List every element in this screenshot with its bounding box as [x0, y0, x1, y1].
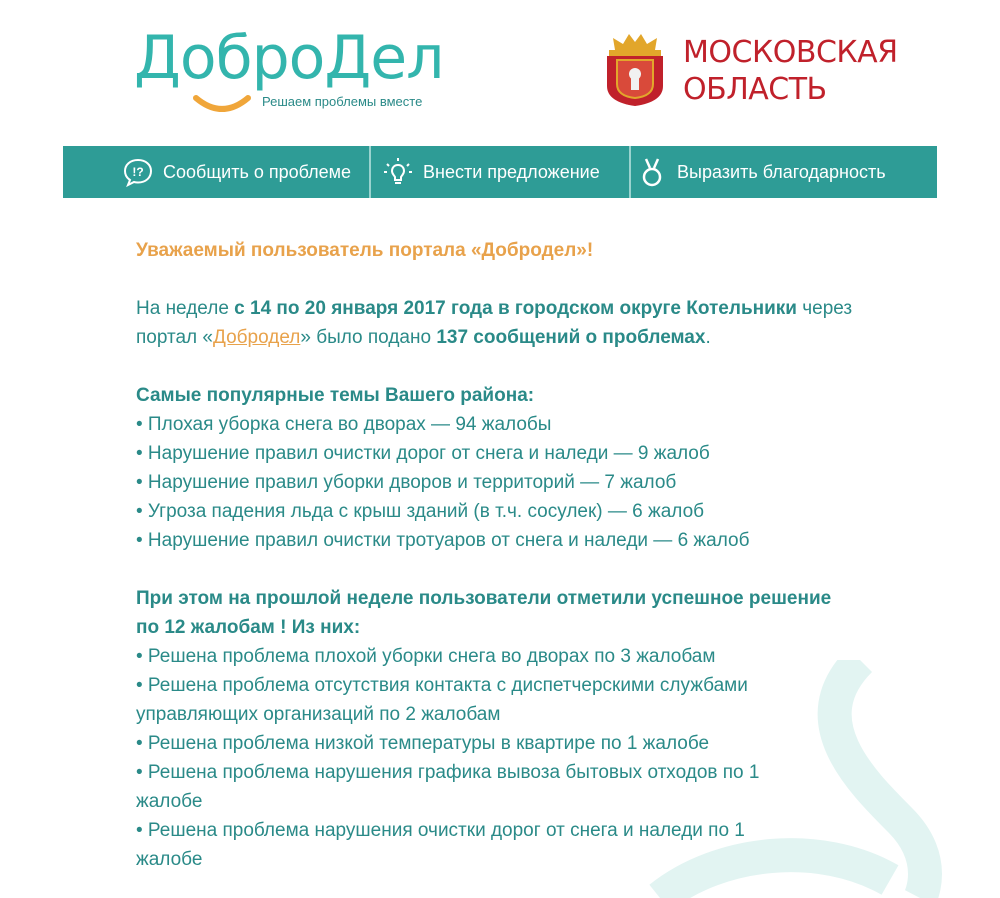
- list-item: • Решена проблема нарушения очистки дорог от снега и наледи по 1 жалобе: [136, 820, 745, 870]
- medal-icon: [635, 155, 669, 189]
- email-content: [136, 236, 856, 874]
- popular-topics-title: Самые популярные темы Вашего района:: [136, 385, 535, 406]
- region-line-2: ОБЛАСТЬ: [683, 72, 827, 107]
- intro-paragraph: [136, 294, 856, 352]
- lightbulb-icon: [381, 155, 415, 189]
- intro-period: с 14 по 20 января 2017 года в городском округе Котельники: [234, 298, 797, 319]
- report-problem-label: Сообщить о проблеме: [163, 161, 351, 182]
- report-problem-button[interactable]: [63, 146, 371, 198]
- list-item: • Решена проблема плохой уборки снега во дворах по 3 жалобам: [136, 646, 716, 667]
- list-item: • Угроза падения льда с крыш зданий (в т.ч. сосулек) — 6 жалоб: [136, 501, 705, 522]
- list-item: • Нарушение правил очистки тротуаров от снега и наледи — 6 жалоб: [136, 530, 750, 551]
- express-gratitude-button[interactable]: [631, 146, 937, 198]
- action-nav-bar: [63, 146, 937, 198]
- intro-text-2: через портал «: [136, 298, 853, 348]
- solved-title: При этом на прошлой неделе пользователи отметили успешное решение по 12 жалобам ! Из них:: [136, 588, 832, 638]
- make-suggestion-button[interactable]: [371, 146, 631, 198]
- dobrodel-logo-text: ДоброДел: [134, 23, 444, 93]
- list-item: • Решена проблема отсутствия контакта с диспетчерскими службами управляющих организаций по 2 жалобам: [136, 675, 748, 725]
- intro-text-1: На неделе: [136, 298, 235, 319]
- region-line-1: МОСКОВСКАЯ: [683, 35, 898, 70]
- dobrodel-logo[interactable]: [134, 22, 444, 112]
- smile-icon: [192, 94, 252, 112]
- express-gratitude-label: Выразить благодарность: [677, 161, 886, 182]
- intro-text-4: .: [705, 327, 711, 348]
- list-item: • Решена проблема низкой температуры в квартире по 1 жалобе: [136, 733, 710, 754]
- list-item: • Решена проблема нарушения графика вывоза бытовых отходов по 1 жалобе: [136, 762, 760, 812]
- greeting: Уважаемый пользователь портала «Добродел»!: [136, 240, 594, 261]
- dobrodel-link[interactable]: Добродел: [213, 327, 301, 348]
- list-item: • Нарушение правил очистки дорог от снега и наледи — 9 жалоб: [136, 443, 710, 464]
- list-item: • Нарушение правил уборки дворов и территорий — 7 жалоб: [136, 472, 677, 493]
- speech-bubble-question-icon: [121, 155, 155, 189]
- svg-text:!?: !?: [132, 165, 144, 179]
- intro-count: 137 сообщений о проблемах: [436, 327, 706, 348]
- header: [0, 0, 1000, 146]
- popular-topics-list: [136, 410, 856, 555]
- coat-of-arms-icon: [603, 30, 667, 106]
- region-name: [683, 34, 898, 108]
- intro-text-3: » было подано: [300, 327, 437, 348]
- moscow-region-logo[interactable]: [603, 30, 898, 110]
- solved-list: [136, 642, 856, 874]
- make-suggestion-label: Внести предложение: [423, 161, 600, 182]
- dobrodel-tagline: Решаем проблемы вместе: [262, 94, 423, 109]
- list-item: • Плохая уборка снега во дворах — 94 жалобы: [136, 414, 552, 435]
